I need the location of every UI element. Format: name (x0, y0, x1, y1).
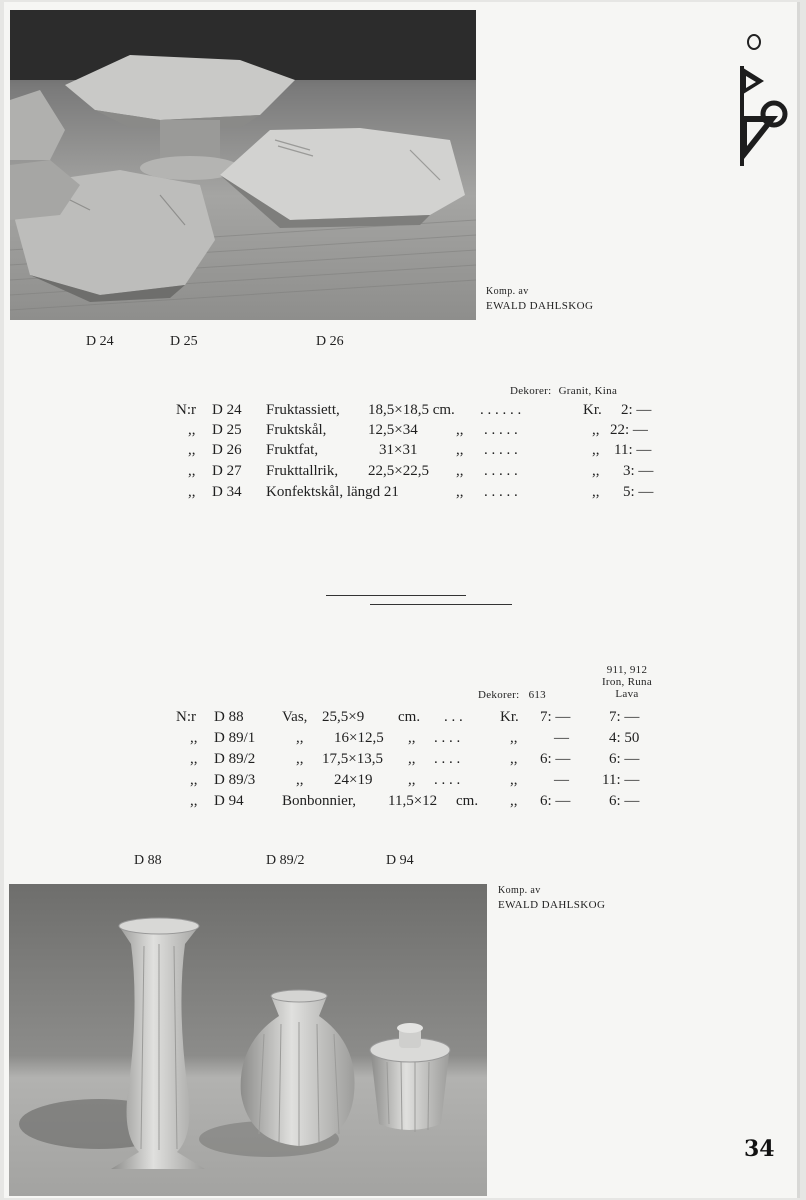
row-size: 24×19 (334, 772, 373, 788)
row-unit: ,, (456, 484, 464, 500)
row-name: ,, (296, 751, 304, 767)
row-prefix: ,, (188, 422, 196, 438)
row-price: 2: — (621, 402, 652, 418)
catalog-page (4, 2, 800, 1198)
row-code: D 89/3 (214, 772, 256, 788)
row-code: D 34 (212, 484, 242, 500)
credit-line-1: Komp. av (498, 885, 541, 896)
figure-label: D 25 (170, 334, 198, 349)
figure-label: D 24 (86, 334, 114, 349)
row-code: D 89/2 (214, 751, 256, 767)
credit-line-2: EWALD DAHLSKOG (486, 300, 594, 312)
row-dots: . . . (444, 709, 463, 725)
row-unit: ,, (408, 751, 416, 767)
row-price-613: — (554, 730, 569, 746)
row-currency: ,, (510, 793, 518, 809)
row-unit: ,, (408, 730, 416, 746)
divider-rule (326, 595, 466, 596)
row-dots: . . . . . . (480, 402, 522, 418)
row-code: D 94 (214, 793, 244, 809)
col2-header-line3: Lava (615, 688, 639, 700)
row-price-613: 6: — (540, 793, 571, 809)
row-prefix: ,, (190, 751, 198, 767)
row-prefix: ,, (188, 442, 196, 458)
row-code: D 25 (212, 422, 242, 438)
row-code: D 26 (212, 442, 242, 458)
row-code: D 24 (212, 402, 242, 418)
photo-credit-bottom (498, 884, 605, 912)
row-prefix: N:r (176, 709, 196, 725)
row-size: 17,5×13,5 (322, 751, 383, 767)
row-size: 22,5×22,5 (368, 463, 429, 479)
row-price-iron: 6: — (609, 751, 640, 767)
row-size: 11,5×12 (388, 793, 438, 809)
col2-header-line1: 911, 912 (606, 664, 648, 676)
row-currency: ,, (592, 422, 600, 438)
row-price-iron: 11: — (602, 772, 640, 788)
row-size: 31×31 (379, 442, 418, 458)
row-currency: ,, (592, 463, 600, 479)
row-prefix: ,, (188, 484, 196, 500)
row-price-613: — (554, 772, 569, 788)
row-prefix: N:r (176, 402, 196, 418)
row-name: Fruktskål, (266, 422, 327, 438)
row-prefix: ,, (190, 772, 198, 788)
row-name: Fruktfat, (266, 442, 319, 458)
decor-col2-header (592, 664, 662, 700)
row-currency: ,, (592, 484, 600, 500)
row-price: 22: — (610, 422, 648, 438)
dekorer-label: Dekorer: (478, 689, 520, 701)
row-size: 16×12,5 (334, 730, 384, 746)
photo-credit-top (486, 285, 593, 313)
row-prefix: ,, (190, 793, 198, 809)
row-code: D 27 (212, 463, 242, 479)
row-code: D 89/1 (214, 730, 256, 746)
row-currency: ,, (510, 730, 518, 746)
row-price: 5: — (623, 484, 654, 500)
figure-label: D 88 (134, 853, 162, 868)
row-unit: cm. (398, 709, 421, 725)
row-name: Fruktassiett, (266, 402, 340, 418)
figure-label: D 26 (316, 334, 344, 349)
row-unit: ,, (456, 463, 464, 479)
row-price-iron: 4: 50 (609, 730, 640, 746)
dekorer-value: Granit, Kina (558, 385, 618, 397)
row-code: D 88 (214, 709, 244, 725)
row-size: 12,5×34 (368, 422, 418, 438)
row-unit: ,, (408, 772, 416, 788)
row-prefix: ,, (190, 730, 198, 746)
credit-line-2: EWALD DAHLSKOG (498, 899, 606, 911)
row-dots: . . . . . (484, 442, 518, 458)
row-name: Bonbonnier, (282, 793, 356, 809)
row-dots: . . . . (434, 730, 461, 746)
row-prefix: ,, (188, 463, 196, 479)
row-size: 25,5×9 (322, 709, 365, 725)
row-name: ,, (296, 772, 304, 788)
row-dots: . . . . . (484, 484, 518, 500)
row-dots: . . . . (434, 751, 461, 767)
row-price-iron: 7: — (609, 709, 640, 725)
row-dots: . . . . . (484, 463, 518, 479)
row-price-613: 7: — (540, 709, 571, 725)
divider-rule (370, 604, 512, 605)
row-unit: ,, (456, 442, 464, 458)
row-price-613: 6: — (540, 751, 571, 767)
col2-header-line2: Iron, Runa (601, 676, 653, 688)
vases-photo (9, 884, 487, 1196)
row-unit: cm. (456, 793, 479, 809)
row-name: Frukttallrik, (266, 463, 339, 479)
row-name: Vas, (282, 709, 308, 725)
row-name: Konfektskål, längd 21 (266, 484, 399, 500)
row-currency: Kr. (500, 709, 519, 725)
row-name: ,, (296, 730, 304, 746)
fruit-bowls-photo (10, 10, 476, 320)
col1-header: 613 (528, 689, 546, 701)
row-currency: ,, (510, 772, 518, 788)
bo-logo-icon (734, 32, 790, 172)
row-currency: Kr. (583, 402, 602, 418)
dekorer-header (510, 385, 617, 397)
credit-line-1: Komp. av (486, 286, 529, 297)
row-dots: . . . . (434, 772, 461, 788)
figure-label: D 94 (386, 853, 414, 868)
row-currency: ,, (592, 442, 600, 458)
figure-label: D 89/2 (266, 853, 305, 868)
row-size: 18,5×18,5 cm. (368, 402, 455, 418)
row-currency: ,, (510, 751, 518, 767)
row-price: 11: — (614, 442, 652, 458)
dekorer-label: Dekorer: (510, 385, 552, 397)
row-price: 3: — (623, 463, 654, 479)
dekorer-header (478, 689, 546, 701)
row-price-iron: 6: — (609, 793, 640, 809)
row-unit: ,, (456, 422, 464, 438)
row-dots: . . . . . (484, 422, 518, 438)
page-number: 34 (744, 1136, 775, 1162)
